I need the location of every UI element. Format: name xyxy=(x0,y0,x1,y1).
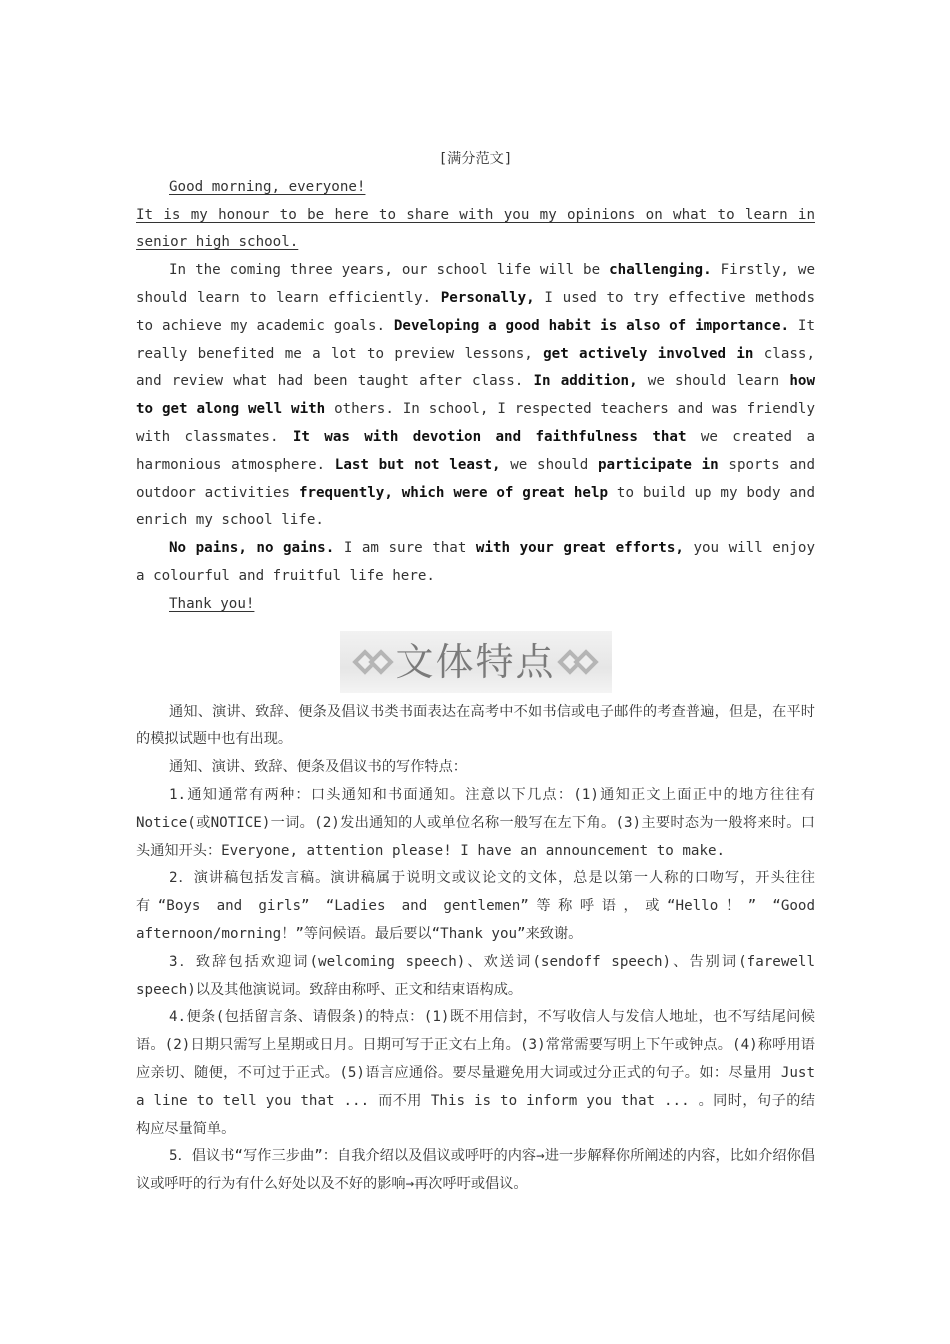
essay-text: sports and outdoor activities xyxy=(136,456,816,501)
essay-text: we created a harmonious atmosphere. xyxy=(136,428,815,473)
highlight-phrase: how to get along well with xyxy=(136,373,815,418)
point-4: 4.便条(包括留言条、请假条)的特点：(1)既不用信封，不写收信人与发信人地址，也不写结尾问候语。(2)日期只需写上星期或日月。日期可写于正文右上角。(3)常常需要写明上下午或钟点。(4)称呼用语应亲切、随便，不可过于正式。(5)语言应通俗。要尽量避免用大词或过分正式的句子。如：尽量用 Just a line to tell you that ... 而不用 This is to inform you that ... 。同时，句子的结构应尽量简单。 xyxy=(136,1009,815,1137)
essay-text: It really benefited me a lot to preview lessons, xyxy=(136,317,816,362)
essay-intro: It is my honour to be here to share with you my opinions on what to learn in senior high school. xyxy=(136,206,815,251)
essay-paragraph-1 xyxy=(136,257,815,535)
essay-text: to build up my body and enrich my school life. xyxy=(136,484,816,529)
highlight-phrase: Last but not least, xyxy=(334,456,501,473)
essay-closing: Thank you! xyxy=(169,595,255,612)
point-2: 2．演讲稿包括发言稿。演讲稿属于说明文或议论文的文体，总是以第一人称的口吻写，开头往往有“Boys and girls” “Ladies and gentlemen”等称呼语，或“Hello！” “Good afternoon/morning！”等问候语。最后要以“Thank you”来致谢。 xyxy=(136,870,815,942)
essay-heading: [满分范文] xyxy=(438,151,513,167)
section-intro: 通知、演讲、致辞、便条及倡议书类书面表达在高考中不如书信或电子邮件的考查普遍，但是，在平时的模拟试题中也有出现。 xyxy=(136,703,815,748)
highlight-phrase: It was with devotion and faithfulness that xyxy=(292,428,687,445)
highlight-phrase: Personally, xyxy=(440,289,535,306)
essay-paragraph-2 xyxy=(136,535,815,591)
highlight-phrase: participate in xyxy=(597,456,719,473)
essay-text: we should xyxy=(500,456,598,473)
highlight-phrase: with your great efforts, xyxy=(475,540,684,557)
point-3: 3．致辞包括欢迎词(welcoming speech)、欢送词(sendoff speech)、告别词(farewell speech)以及其他演说词。致辞由称呼、正文和结束语构成。 xyxy=(136,953,815,998)
essay-text: others. In school, I respected teachers and was friendly with classmates. xyxy=(136,401,815,445)
highlight-phrase: In addition, xyxy=(533,373,638,390)
section-lead: 通知、演讲、致辞、便条及倡议书的写作特点： xyxy=(169,759,467,776)
point-1: 1.通知通常有两种：口头通知和书面通知。注意以下几点：(1)通知正文上面正中的地方往往有Notice(或NOTICE)一词。(2)发出通知的人或单位名称一般写在左下角。(3)主要时态为一般将来时。口头通知开头：Everyone, attention please! I have an announcement to make. xyxy=(136,786,815,859)
essay-text: Firstly, we should learn to learn efficiently. xyxy=(136,262,816,306)
essay-text: I am sure that xyxy=(334,540,476,557)
essay-greeting: Good morning, everyone! xyxy=(169,178,366,195)
highlight-phrase: Developing a good habit is also of importance. xyxy=(393,317,790,334)
section-title: 文体特点 xyxy=(395,639,556,684)
essay-text: we should learn xyxy=(637,373,790,390)
essay-text: you will enjoy a colourful and fruitful life here. xyxy=(136,540,816,584)
diamond-left-icon xyxy=(357,653,389,671)
diamond-right-icon xyxy=(562,653,594,671)
essay-text: In the coming three years, our school life will be xyxy=(169,262,610,279)
highlight-phrase: challenging. xyxy=(609,262,712,279)
essay-text: I used to try effective methods to achieve my academic goals. xyxy=(136,289,815,334)
highlight-phrase: No pains, no gains. xyxy=(169,540,335,557)
highlight-phrase: get actively involved in xyxy=(543,345,754,362)
highlight-phrase: frequently, which were of great help xyxy=(298,484,609,501)
point-5: 5．倡议书“写作三步曲”：自我介绍以及倡议或呼吁的内容→进一步解释你所阐述的内容，比如介绍你倡议或呼吁的行为有什么好处以及不好的影响→再次呼吁或倡议。 xyxy=(136,1148,815,1193)
essay-text: class, and review what had been taught after class. xyxy=(136,345,816,390)
page-content xyxy=(136,146,815,1199)
section-banner xyxy=(340,631,612,693)
